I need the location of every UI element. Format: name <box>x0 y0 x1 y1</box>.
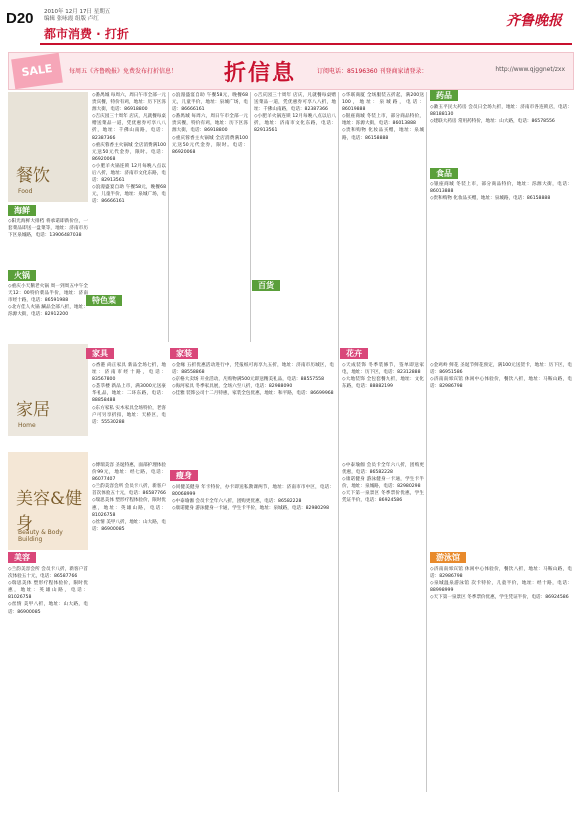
column-seafood <box>8 218 88 270</box>
food-photo <box>8 92 88 202</box>
listing-item: ◇东方家私 实木家具全场特价，老客户可另享折扣，地址：天桥区，电话：55530288 <box>92 405 166 425</box>
listing-item: ◇阳光海鲜大排档 将承诺即新价位，一套菜品即送一盘菜等，地址：济南市历下区泉城路，电话：13906487038 <box>8 219 88 239</box>
listing-item: ◇同健美健身 年卡特价，办卡即送私教课两节，地址：济南市市中区，电话：80068999 <box>172 485 334 498</box>
tag-flower: 花卉 <box>340 348 368 359</box>
listing-item: ◇兰韵美容会所 会员卡八折，新客户首次体验五十元，电话：86587766 <box>8 567 88 580</box>
listing-item: ◇番禺城 每周六，周日午市全部一元贵宾餐，特价有鸡，地址：历下区泺源大街，电话：86918800 <box>172 114 248 134</box>
listing-item: ◇贵和购物 化妆品买赠，地址：泉城路，电话：86158888 <box>430 196 551 202</box>
home-photo-subtitle: Home <box>18 422 36 429</box>
listing-item: ◇天下第一泉景区 冬季票价优惠，学生凭证半价，电话：86924586 <box>342 491 424 504</box>
listing-item: ◇番禺城 每周六，周日午市全部一元贵宾餐，特价有鸡，地址：历下区泺源大街，电话：86918800 <box>92 93 166 113</box>
listing-item: ◇吉庆园三十周年 店庆，凡就餐每桌赠送菜品一道，凭优惠券可享八八折，地址：千佛山南路，电话：82387366 <box>254 93 336 113</box>
page-number: D20 <box>6 10 34 27</box>
column-food <box>430 181 572 341</box>
listing-item: ◇浪漫盛宴自助 午餐58元，晚餐68元，儿童半价，地址：泉城广场，电话：86666161 <box>172 93 248 113</box>
listing-item: ◇香港 尚正家具 新品全场七折，地址：济南市经十路，电话：83567800 <box>92 363 166 383</box>
beauty-photo-subtitle: Beauty & Body Building <box>18 529 63 543</box>
column-furniture <box>92 362 166 452</box>
listing-item: ◇贵和购物 化妆品买赠，地址：泉城路，电话：86158888 <box>342 128 424 141</box>
listing-item: ◇泉城温泉游泳馆 次卡特价，儿童半价，地址：经十路，电话：88998999 <box>430 581 572 594</box>
column-fitness <box>172 484 334 792</box>
listing-item: ◇北方佳人火锅 涮品全部八折，地址：泺源大街，电话：82912200 <box>8 305 88 318</box>
tag-food2: 食品 <box>430 168 458 179</box>
column-retail <box>342 92 424 342</box>
listing-item: ◇金缘 五折优惠活动进行中，凭报纸可再享九五折，地址：济南市历城区，电话：88558868 <box>172 363 334 376</box>
page-header <box>0 0 580 44</box>
listing-item: ◇海河家具 冬季家具展，全场六至八折，电话：82988090 <box>172 384 293 390</box>
issue-info <box>44 9 110 23</box>
column-restaurants <box>92 92 166 292</box>
listing-item: ◇康诺健身 游泳健身一卡通，学生卡半价，地址：泉城路，电话：82980298 <box>342 477 424 490</box>
listing-item: ◇京格大卖场 开业活动，凡购物满500元即送精美礼品，电话：88557558 <box>172 377 324 383</box>
column-divider <box>338 92 339 792</box>
tag-seafood: 海鲜 <box>8 205 36 216</box>
column-home-decor <box>172 362 334 457</box>
listing-item: ◇天下第一泉景区 冬季票价优惠，学生凭证半价，电话：86924586 <box>430 595 569 601</box>
listing-item: ◇济南南郊宾馆 休闲中心体验价，餐饮八折，地址：马鞍山路，电话：82986798 <box>430 567 572 580</box>
listing-item: ◇康诺健身 游泳健身一卡通，学生卡半价，地址：泉城路，电话：82980298 <box>172 506 330 512</box>
column-divider <box>168 92 169 342</box>
column-hotpot <box>8 283 88 341</box>
home-photo-title: 家居 <box>16 400 50 420</box>
home-photo <box>8 344 88 436</box>
listing-item: ◇丝情 美甲八折，地址：山大路，电话：86900085 <box>92 519 166 532</box>
banner-title: 折信息 <box>224 61 297 86</box>
listing-item: ◇济南南郊宾馆 休闲中心体验价，餐饮八折，地址：马鞍山路，电话：82986798 <box>430 377 572 390</box>
listing-item: ◇小肥羊火锅连锁 12月每晚八点以后八折，地址：济南市文化东路，电话：82913561 <box>92 163 166 184</box>
listing-item: ◇小肥羊火锅连锁 12月每晚八点以后八折，地址：济南市文化东路，电话：82913561 <box>254 114 336 134</box>
listing-item: ◇金鸡岭 鲜花 圣诞节鲜花预定，满100元送贺卡，地址：历下区，电话：86951586 <box>430 363 572 376</box>
listing-item: ◇银座商城 冬装上市，部分商品特价，地址：泺源大街，电话：86013888 <box>430 182 572 195</box>
banner-phone: 订阅电话：85196360 刊登商家请登录： <box>317 68 428 75</box>
tag-hotpot: 火锅 <box>8 270 36 281</box>
listing-item: ◇中泰瑜伽 会员卡全年六八折，团购更优惠，电话：86582228 <box>342 463 424 476</box>
listing-item: ◇荟萃楼 新品上市，满3000元送豪华礼品，地址：二环东路，电话：88858488 <box>92 384 166 404</box>
column-divider <box>426 92 427 792</box>
listing-item: ◇重庆小天鹅老火锅 周一到周五中午全天12：00特价菜品半价，地址：济南市经十路，电话：86591988 <box>8 284 88 304</box>
listing-item: ◇漱玉平民大药房 会员日全场九折，地址：济南市各连锁店，电话：88188130 <box>430 105 572 118</box>
listing-item: ◇大地装饰 全包套餐九折，地址：文化东路，电话：88882199 <box>342 377 424 390</box>
discount-banner <box>8 52 574 90</box>
column-restaurants-2 <box>172 92 248 342</box>
column-travel <box>430 566 572 792</box>
listing-item: ◇丝情 美甲八折，地址：山大路，电话：86900085 <box>8 602 88 615</box>
listing-item: ◇重庆蓉香主火锅城 全店消费满100元送50元代金券，限时。电话：86920068 <box>172 135 248 155</box>
column-home-decor-2 <box>342 362 424 452</box>
listing-item: ◇华联商厦 全场服装五折起，满200送100，地址：泉城路，电话：86019888 <box>342 93 424 113</box>
listing-item: ◇中泰瑜伽 会员卡全年六八折，团购更优惠，电话：86582228 <box>172 499 302 505</box>
food-photo-subtitle: Food <box>18 188 33 195</box>
column-beauty-2 <box>8 566 88 792</box>
column-medical <box>430 104 572 166</box>
listing-item: ◇建联大药房 常用药特价，地址：山大路，电话：86578556 <box>430 119 555 125</box>
listing-item: ◇佳雅 装饰公司十二月特惠，家装全包优惠，地址：和平路，电话：86699968 <box>172 391 334 397</box>
tag-retail: 百货 <box>252 280 280 291</box>
column-beauty <box>92 462 166 792</box>
column-restaurants-3 <box>254 92 336 277</box>
listing-item: ◇浪漫盛宴自助 午餐58元，晚餐68元，儿童半价，地址：泉城广场，电话：86666161 <box>92 185 166 205</box>
listing-item: ◇瑞思美体 塑形疗程体验价，限时优惠，地址：英雄山路，电话：81026758 <box>8 581 88 601</box>
column-divider <box>250 92 251 342</box>
column-flowers <box>430 362 572 547</box>
listing-item: ◇兰韵美容会所 会员卡八折，新客户首次体验五十元，电话：86587766 <box>92 484 166 497</box>
masthead-logo: 齐鲁晚报 <box>506 13 562 29</box>
beauty-photo <box>8 452 88 550</box>
tag-snacks: 特色菜 <box>86 295 122 306</box>
tag-furniture: 家具 <box>86 348 114 359</box>
editor-line: 编辑 张咏霞 组版 卢红 <box>44 16 99 22</box>
listing-item: ◇吉庆园三十周年 店庆，凡就餐每桌赠送菜品一道，凭优惠券可享八八折，地址：千佛山南路，电话：82387366 <box>92 114 166 141</box>
section-title: 都市消费 · 打折 <box>44 27 129 41</box>
listing-item: ◇银座商城 冬装上市，部分商品特价，地址：泺源大街，电话：86013888 <box>342 114 424 127</box>
listing-item: ◇博瑞美容 圣诞特惠，面部护理体验价99元，地址：经七路，电话：86077407 <box>92 463 166 483</box>
date-line: 2010年 12月 17日 星期五 <box>44 9 111 15</box>
food-photo-title: 餐饮 <box>16 166 50 186</box>
tag-fitness: 瘦身 <box>170 470 198 481</box>
banner-url[interactable]: http://www.qjggnet/zxx <box>495 66 565 73</box>
tag-medical: 药品 <box>430 90 458 101</box>
listing-item: ◇重庆蓉香主火锅城 全店消费满100元送50元代金券，限时。电话：86920068 <box>92 142 166 162</box>
header-rule <box>40 43 572 45</box>
beauty-photo-title: 美容&健身 <box>16 489 83 534</box>
listing-item: ◇瑞思美体 塑形疗程体验价，限时优惠，地址：英雄山路，电话：81026758 <box>92 498 166 518</box>
sale-badge: SALE <box>11 53 63 89</box>
column-fitness-2 <box>342 462 424 792</box>
tag-beauty: 美容 <box>8 552 36 563</box>
listing-item: ◇天成装饰 冬季装修节，签单即送家电，地址：历下区，电话：82312888 <box>342 363 424 376</box>
tag-home2: 家装 <box>170 348 198 359</box>
tag-travel: 游泳馆 <box>430 552 466 563</box>
banner-promo: 每周五《齐鲁晚报》免费发布打折信息！ <box>69 68 178 75</box>
